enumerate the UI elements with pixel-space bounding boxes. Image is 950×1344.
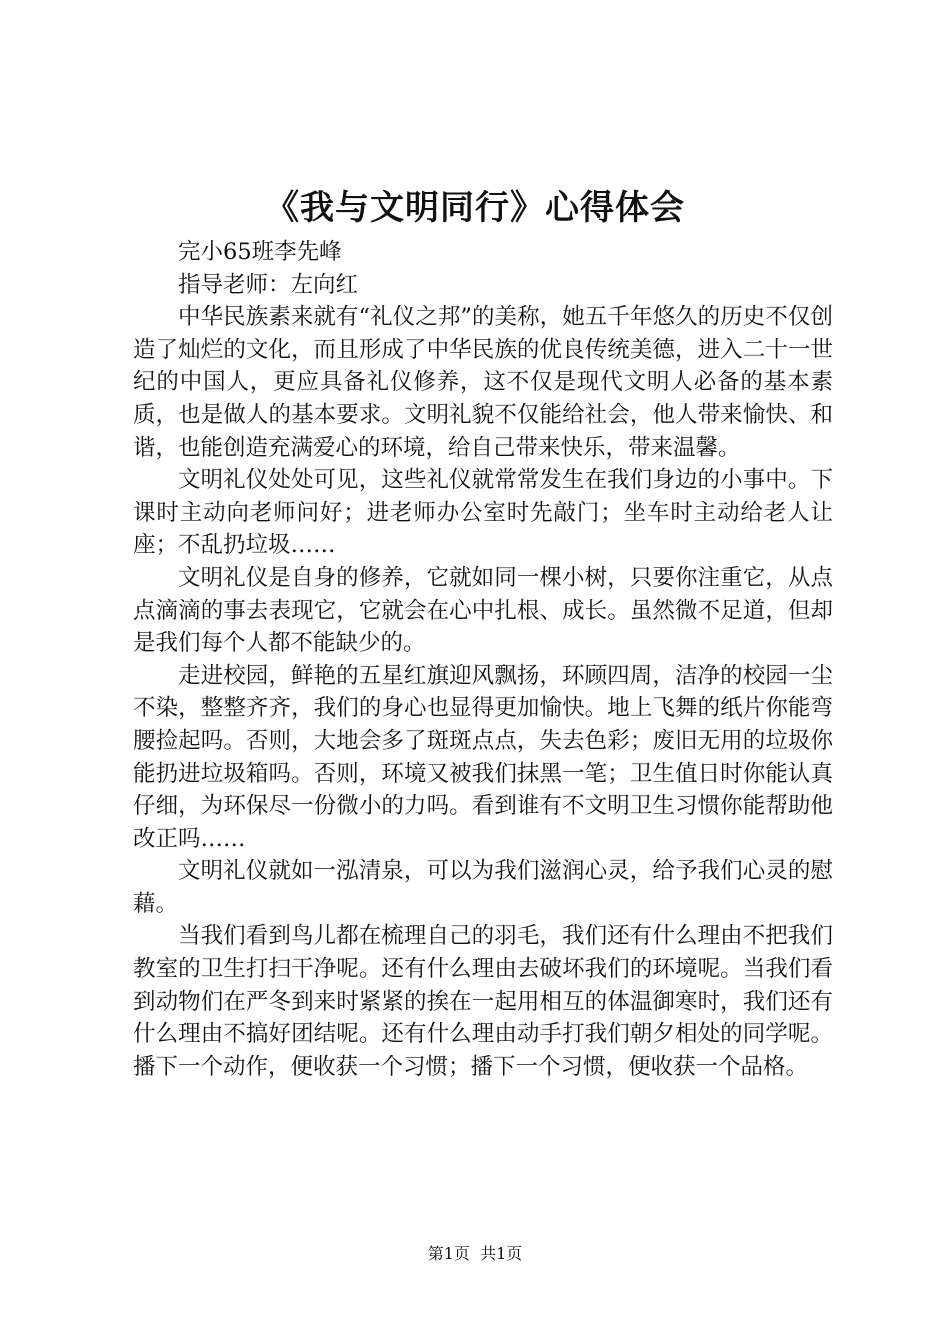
paragraph: 当我们看到鸟儿都在梳理自己的羽毛，我们还有什么理由不把我们教室的卫生打扫干净呢。还有什么理由去破坏我们的环境呢。当我们看到动物们在严冬到来时紧紧的挨在一起用相互的体温御寒时，我们还有什么理由不搞好团结呢。还有什么理由动手打我们朝夕相处的同学呢。播下一个动作，便收获一个习惯；播下一个习惯，便收获一个品格。 bbox=[133, 923, 833, 1080]
paragraph: 中华民族素来就有“礼仪之邦”的美称，她五千年悠久的历史不仅创造了灿烂的文化，而且形成了中华民族的优良传统美德，进入二十一世纪的中国人，更应具备礼仪修养，这不仅是现代文明人必备的基本素质，也是做人的基本要求。文明礼貌不仅能给社会，他人带来愉快、和谐，也能创造充满爱心的环境，给自己带来快乐，带来温馨。 bbox=[133, 304, 833, 461]
paragraph: 走进校园，鲜艳的五星红旗迎风飘扬，环顾四周，洁净的校园一尘不染，整整齐齐，我们的身心也显得更加愉快。地上飞舞的纸片你能弯腰捡起吗。否则，大地会多了斑斑点点，失去色彩；废旧无用的垃圾你能扔进垃圾箱吗。否则，环境又被我们抹黑一笔；卫生值日时你能认真仔细，为环保尽一份微小的力吗。看到谁有不文明卫生习惯你能帮助他改正吗…… bbox=[133, 662, 833, 852]
paragraph: 文明礼仪就如一泓清泉，可以为我们滋润心灵，给予我们心灵的慰藉。 bbox=[133, 858, 833, 917]
document-body bbox=[133, 236, 833, 1083]
paragraph: 文明礼仪处处可见，这些礼仪就常常发生在我们身边的小事中。下课时主动向老师问好；进老师办公室时先敲门；坐车时主动给老人让座；不乱扔垃圾…… bbox=[133, 467, 833, 559]
author-line: 完小65班李先峰 bbox=[178, 239, 342, 265]
page-footer bbox=[0, 1242, 950, 1266]
page-number-label: 第1页 共1页 bbox=[427, 1244, 523, 1263]
paragraph: 文明礼仪是自身的修养，它就如同一棵小树，只要你注重它，从点点滴滴的事去表现它，它就会在心中扎根、成长。虽然微不足道，但却是我们每个人都不能缺少的。 bbox=[133, 564, 833, 657]
document-title: 《我与文明同行》心得体会 bbox=[265, 188, 685, 228]
teacher-line: 指导老师：左向红 bbox=[178, 271, 359, 298]
